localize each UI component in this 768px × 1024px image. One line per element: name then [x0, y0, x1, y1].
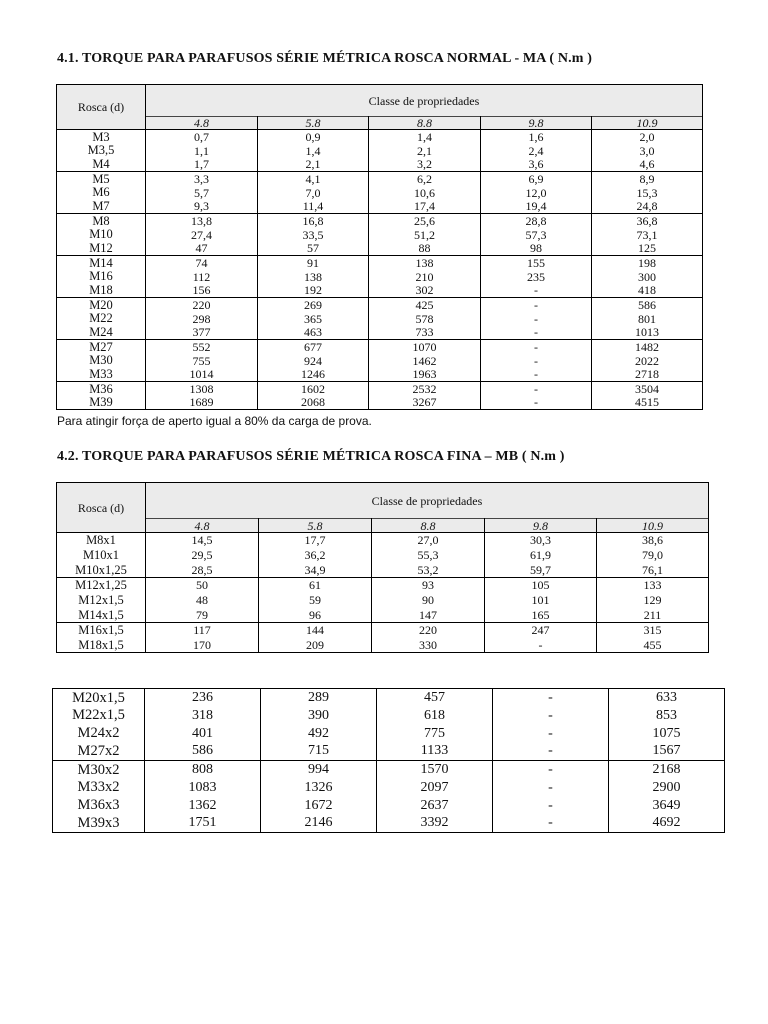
thread-size-cell: M36	[57, 382, 146, 396]
torque-value-cell: 2068	[258, 396, 369, 410]
torque-value-cell: 53,2	[372, 563, 485, 578]
torque-value-cell: 4692	[609, 815, 725, 833]
torque-value-cell: 28,8	[481, 214, 592, 228]
torque-value-cell: 19,4	[481, 200, 592, 214]
table-row	[57, 340, 703, 354]
header-rosca: Rosca (d)	[57, 483, 146, 533]
torque-value-cell: 463	[258, 326, 369, 340]
torque-value-cell: 2,0	[592, 130, 703, 144]
table-row	[53, 815, 725, 833]
table-row	[57, 270, 703, 284]
torque-value-cell: 36,8	[592, 214, 703, 228]
torque-value-cell: 2097	[377, 779, 493, 797]
table-row	[57, 298, 703, 312]
torque-value-cell: 79,0	[597, 548, 709, 563]
table-row	[57, 158, 703, 172]
torque-value-cell: 315	[597, 623, 709, 638]
table-row	[57, 186, 703, 200]
table-row	[57, 284, 703, 298]
table-row	[57, 200, 703, 214]
torque-value-cell: 198	[592, 256, 703, 270]
torque-value-cell: -	[481, 298, 592, 312]
header-class-8-8: 8.8	[369, 117, 481, 130]
torque-value-cell: 30,3	[485, 533, 597, 548]
torque-value-cell: 17,7	[259, 533, 372, 548]
torque-value-cell: 3649	[609, 797, 725, 815]
header-class-10-9: 10.9	[592, 117, 703, 130]
torque-value-cell: 12,0	[481, 186, 592, 200]
thread-size-cell: M33x2	[53, 779, 145, 797]
torque-value-cell: 298	[146, 312, 258, 326]
table-row	[53, 797, 725, 815]
torque-value-cell: 1246	[258, 368, 369, 382]
torque-value-cell: 994	[261, 761, 377, 779]
torque-value-cell: 27,4	[146, 228, 258, 242]
thread-size-cell: M39x3	[53, 815, 145, 833]
torque-value-cell: 418	[592, 284, 703, 298]
torque-value-cell: -	[481, 382, 592, 396]
torque-value-cell: 492	[261, 725, 377, 743]
torque-value-cell: 618	[377, 707, 493, 725]
torque-value-cell: 59,7	[485, 563, 597, 578]
torque-value-cell: 27,0	[372, 533, 485, 548]
torque-value-cell: 29,5	[146, 548, 259, 563]
thread-size-cell: M22x1,5	[53, 707, 145, 725]
torque-value-cell: 1133	[377, 743, 493, 761]
torque-value-cell: 33,5	[258, 228, 369, 242]
torque-value-cell: 9,3	[146, 200, 258, 214]
torque-value-cell: 28,5	[146, 563, 259, 578]
torque-value-cell: -	[481, 396, 592, 410]
torque-value-cell: 24,8	[592, 200, 703, 214]
torque-value-cell: 13,8	[146, 214, 258, 228]
torque-value-cell: 91	[258, 256, 369, 270]
torque-value-cell: 455	[597, 638, 709, 653]
torque-value-cell: 129	[597, 593, 709, 608]
torque-value-cell: 74	[146, 256, 258, 270]
torque-value-cell: 6,9	[481, 172, 592, 186]
torque-value-cell: 101	[485, 593, 597, 608]
thread-size-cell: M6	[57, 186, 146, 200]
thread-size-cell: M10	[57, 228, 146, 242]
torque-value-cell: 117	[146, 623, 259, 638]
thread-size-cell: M7	[57, 200, 146, 214]
torque-value-cell: 7,0	[258, 186, 369, 200]
table-row	[57, 638, 709, 653]
thread-size-cell: M27x2	[53, 743, 145, 761]
torque-value-cell: 289	[261, 689, 377, 707]
thread-size-cell: M20x1,5	[53, 689, 145, 707]
header-class-9-8: 9.8	[481, 117, 592, 130]
torque-value-cell: 552	[146, 340, 258, 354]
header-class-4-8: 4.8	[146, 117, 258, 130]
torque-value-cell: -	[481, 368, 592, 382]
table-row	[53, 707, 725, 725]
table-row	[57, 593, 709, 608]
header-rosca: Rosca (d)	[57, 85, 146, 130]
torque-value-cell: 4,1	[258, 172, 369, 186]
thread-size-cell: M12x1,25	[57, 578, 146, 593]
torque-value-cell: 57	[258, 242, 369, 256]
torque-value-cell: 1070	[369, 340, 481, 354]
thread-size-cell: M14	[57, 256, 146, 270]
torque-value-cell: 1326	[261, 779, 377, 797]
header-classe: Classe de propriedades	[146, 483, 709, 519]
torque-value-cell: 924	[258, 354, 369, 368]
torque-value-cell: 3504	[592, 382, 703, 396]
table-row	[57, 312, 703, 326]
torque-value-cell: 38,6	[597, 533, 709, 548]
table-row	[57, 256, 703, 270]
torque-value-cell: 677	[258, 340, 369, 354]
torque-value-cell: 302	[369, 284, 481, 298]
torque-value-cell: 1,6	[481, 130, 592, 144]
torque-value-cell: 318	[145, 707, 261, 725]
torque-value-cell: 147	[372, 608, 485, 623]
torque-value-cell: 330	[372, 638, 485, 653]
thread-size-cell: M12	[57, 242, 146, 256]
torque-value-cell: 578	[369, 312, 481, 326]
torque-value-cell: 1,7	[146, 158, 258, 172]
torque-value-cell: -	[481, 340, 592, 354]
thread-size-cell: M3,5	[57, 144, 146, 158]
thread-size-cell: M18	[57, 284, 146, 298]
torque-value-cell: 390	[261, 707, 377, 725]
torque-value-cell: -	[481, 354, 592, 368]
torque-value-cell: 88	[369, 242, 481, 256]
torque-value-cell: 105	[485, 578, 597, 593]
torque-value-cell: 808	[145, 761, 261, 779]
torque-value-cell: 236	[145, 689, 261, 707]
torque-value-cell: -	[493, 779, 609, 797]
thread-size-cell: M33	[57, 368, 146, 382]
header-class-10-9: 10.9	[597, 519, 709, 533]
torque-value-cell: 96	[259, 608, 372, 623]
torque-value-cell: 61	[259, 578, 372, 593]
torque-value-cell: 211	[597, 608, 709, 623]
table-row	[57, 608, 709, 623]
table-row	[57, 214, 703, 228]
torque-value-cell: 25,6	[369, 214, 481, 228]
torque-value-cell: 57,3	[481, 228, 592, 242]
thread-size-cell: M8x1	[57, 533, 146, 548]
torque-value-cell: 144	[259, 623, 372, 638]
torque-value-cell: 1482	[592, 340, 703, 354]
torque-value-cell: 48	[146, 593, 259, 608]
section-title-normal: 4.1. TORQUE PARA PARAFUSOS SÉRIE MÉTRICA ROSCA NORMAL - MA ( N.m )	[57, 51, 593, 66]
torque-value-cell: 3,0	[592, 144, 703, 158]
table-row	[53, 743, 725, 761]
torque-value-cell: 1462	[369, 354, 481, 368]
torque-value-cell: 16,8	[258, 214, 369, 228]
torque-value-cell: 2,1	[258, 158, 369, 172]
thread-size-cell: M4	[57, 158, 146, 172]
thread-size-cell: M5	[57, 172, 146, 186]
torque-value-cell: 1013	[592, 326, 703, 340]
torque-value-cell: 247	[485, 623, 597, 638]
thread-size-cell: M3	[57, 130, 146, 144]
torque-value-cell: 125	[592, 242, 703, 256]
torque-value-cell: 2718	[592, 368, 703, 382]
torque-value-cell: 1570	[377, 761, 493, 779]
torque-value-cell: 1567	[609, 743, 725, 761]
torque-value-cell: 2900	[609, 779, 725, 797]
torque-value-cell: 365	[258, 312, 369, 326]
torque-value-cell: 425	[369, 298, 481, 312]
torque-value-cell: 235	[481, 270, 592, 284]
thread-size-cell: M30x2	[53, 761, 145, 779]
torque-value-cell: -	[493, 761, 609, 779]
table-row	[57, 228, 703, 242]
torque-value-cell: 2146	[261, 815, 377, 833]
torque-value-cell: -	[493, 707, 609, 725]
torque-value-cell: 4,6	[592, 158, 703, 172]
thread-size-cell: M8	[57, 214, 146, 228]
torque-value-cell: -	[485, 638, 597, 653]
torque-value-cell: 165	[485, 608, 597, 623]
torque-value-cell: 61,9	[485, 548, 597, 563]
torque-value-cell: 59	[259, 593, 372, 608]
torque-value-cell: 220	[372, 623, 485, 638]
torque-value-cell: 76,1	[597, 563, 709, 578]
torque-value-cell: 73,1	[592, 228, 703, 242]
torque-value-cell: 155	[481, 256, 592, 270]
torque-value-cell: 210	[369, 270, 481, 284]
table-row	[57, 563, 709, 578]
torque-value-cell: 2,4	[481, 144, 592, 158]
torque-value-cell: 2022	[592, 354, 703, 368]
torque-value-cell: 55,3	[372, 548, 485, 563]
torque-value-cell: -	[481, 312, 592, 326]
header-class-8-8: 8.8	[372, 519, 485, 533]
header-classe: Classe de propriedades	[146, 85, 703, 117]
torque-value-cell: -	[481, 326, 592, 340]
thread-size-cell: M14x1,5	[57, 608, 146, 623]
torque-value-cell: 6,2	[369, 172, 481, 186]
torque-value-cell: 133	[597, 578, 709, 593]
torque-value-cell: 586	[145, 743, 261, 761]
table-row	[53, 689, 725, 707]
table-row	[57, 578, 709, 593]
table-row	[57, 533, 709, 548]
torque-value-cell: 0,7	[146, 130, 258, 144]
torque-value-cell: 733	[369, 326, 481, 340]
torque-value-cell: 3,6	[481, 158, 592, 172]
torque-value-cell: 47	[146, 242, 258, 256]
torque-value-cell: 3,3	[146, 172, 258, 186]
thread-size-cell: M20	[57, 298, 146, 312]
torque-value-cell: 633	[609, 689, 725, 707]
torque-value-cell: 79	[146, 608, 259, 623]
torque-value-cell: 1075	[609, 725, 725, 743]
torque-value-cell: 51,2	[369, 228, 481, 242]
torque-value-cell: 1672	[261, 797, 377, 815]
torque-value-cell: 5,7	[146, 186, 258, 200]
thread-size-cell: M30	[57, 354, 146, 368]
thread-size-cell: M22	[57, 312, 146, 326]
torque-value-cell: -	[493, 743, 609, 761]
torque-value-cell: 15,3	[592, 186, 703, 200]
torque-value-cell: 1083	[145, 779, 261, 797]
torque-value-cell: 1,4	[369, 130, 481, 144]
torque-value-cell: 14,5	[146, 533, 259, 548]
torque-value-cell: 4515	[592, 396, 703, 410]
torque-value-cell: 2,1	[369, 144, 481, 158]
table-row	[57, 548, 709, 563]
thread-size-cell: M10x1	[57, 548, 146, 563]
torque-value-cell: 2532	[369, 382, 481, 396]
torque-value-cell: 3267	[369, 396, 481, 410]
table-row	[57, 623, 709, 638]
table-row	[57, 144, 703, 158]
header-class-9-8: 9.8	[485, 519, 597, 533]
header-class-4-8: 4.8	[146, 519, 259, 533]
torque-table-fine	[56, 482, 709, 653]
header-class-5-8: 5.8	[258, 117, 369, 130]
torque-value-cell: 1,1	[146, 144, 258, 158]
torque-value-cell: 1602	[258, 382, 369, 396]
torque-value-cell: 1963	[369, 368, 481, 382]
torque-value-cell: 1689	[146, 396, 258, 410]
torque-value-cell: 192	[258, 284, 369, 298]
torque-value-cell: 11,4	[258, 200, 369, 214]
torque-value-cell: 2168	[609, 761, 725, 779]
torque-value-cell: -	[493, 797, 609, 815]
torque-value-cell: 98	[481, 242, 592, 256]
torque-value-cell: 112	[146, 270, 258, 284]
table-row	[57, 396, 703, 410]
torque-value-cell: 401	[145, 725, 261, 743]
torque-value-cell: 300	[592, 270, 703, 284]
table-row	[53, 779, 725, 797]
torque-value-cell: -	[493, 689, 609, 707]
table-row	[53, 761, 725, 779]
torque-value-cell: 138	[369, 256, 481, 270]
torque-value-cell: 1362	[145, 797, 261, 815]
torque-value-cell: 775	[377, 725, 493, 743]
thread-size-cell: M18x1,5	[57, 638, 146, 653]
torque-value-cell: 209	[259, 638, 372, 653]
torque-value-cell: 801	[592, 312, 703, 326]
thread-size-cell: M27	[57, 340, 146, 354]
torque-value-cell: 170	[146, 638, 259, 653]
torque-value-cell: 755	[146, 354, 258, 368]
footnote: Para atingir força de aperto igual a 80% da carga de prova.	[57, 414, 372, 428]
torque-value-cell: -	[493, 725, 609, 743]
section-title-fine: 4.2. TORQUE PARA PARAFUSOS SÉRIE MÉTRICA ROSCA FINA – MB ( N.m )	[57, 449, 565, 464]
table-row	[57, 354, 703, 368]
torque-value-cell: 50	[146, 578, 259, 593]
torque-value-cell: 3392	[377, 815, 493, 833]
table-row	[57, 368, 703, 382]
table-row	[57, 326, 703, 340]
torque-value-cell: 36,2	[259, 548, 372, 563]
torque-value-cell: 853	[609, 707, 725, 725]
torque-value-cell: -	[481, 284, 592, 298]
torque-value-cell: 586	[592, 298, 703, 312]
torque-value-cell: 377	[146, 326, 258, 340]
thread-size-cell: M36x3	[53, 797, 145, 815]
torque-value-cell: 220	[146, 298, 258, 312]
torque-value-cell: 90	[372, 593, 485, 608]
table-row	[57, 382, 703, 396]
thread-size-cell: M16x1,5	[57, 623, 146, 638]
torque-value-cell: 34,9	[259, 563, 372, 578]
thread-size-cell: M39	[57, 396, 146, 410]
torque-value-cell: 269	[258, 298, 369, 312]
table-row	[57, 130, 703, 144]
thread-size-cell: M24x2	[53, 725, 145, 743]
torque-value-cell: 3,2	[369, 158, 481, 172]
torque-value-cell: 10,6	[369, 186, 481, 200]
torque-value-cell: 17,4	[369, 200, 481, 214]
torque-value-cell: 2637	[377, 797, 493, 815]
thread-size-cell: M16	[57, 270, 146, 284]
torque-table-fine-continued	[52, 688, 725, 833]
torque-value-cell: 1014	[146, 368, 258, 382]
header-class-5-8: 5.8	[259, 519, 372, 533]
torque-value-cell: 138	[258, 270, 369, 284]
table-row	[57, 172, 703, 186]
torque-value-cell: 93	[372, 578, 485, 593]
torque-value-cell: 457	[377, 689, 493, 707]
thread-size-cell: M10x1,25	[57, 563, 146, 578]
torque-value-cell: 156	[146, 284, 258, 298]
thread-size-cell: M24	[57, 326, 146, 340]
torque-table-normal	[56, 84, 703, 410]
torque-value-cell: 0,9	[258, 130, 369, 144]
torque-value-cell: 8,9	[592, 172, 703, 186]
torque-value-cell: -	[493, 815, 609, 833]
table-row	[57, 242, 703, 256]
torque-value-cell: 715	[261, 743, 377, 761]
torque-value-cell: 1308	[146, 382, 258, 396]
thread-size-cell: M12x1,5	[57, 593, 146, 608]
torque-value-cell: 1,4	[258, 144, 369, 158]
table-row	[53, 725, 725, 743]
torque-value-cell: 1751	[145, 815, 261, 833]
